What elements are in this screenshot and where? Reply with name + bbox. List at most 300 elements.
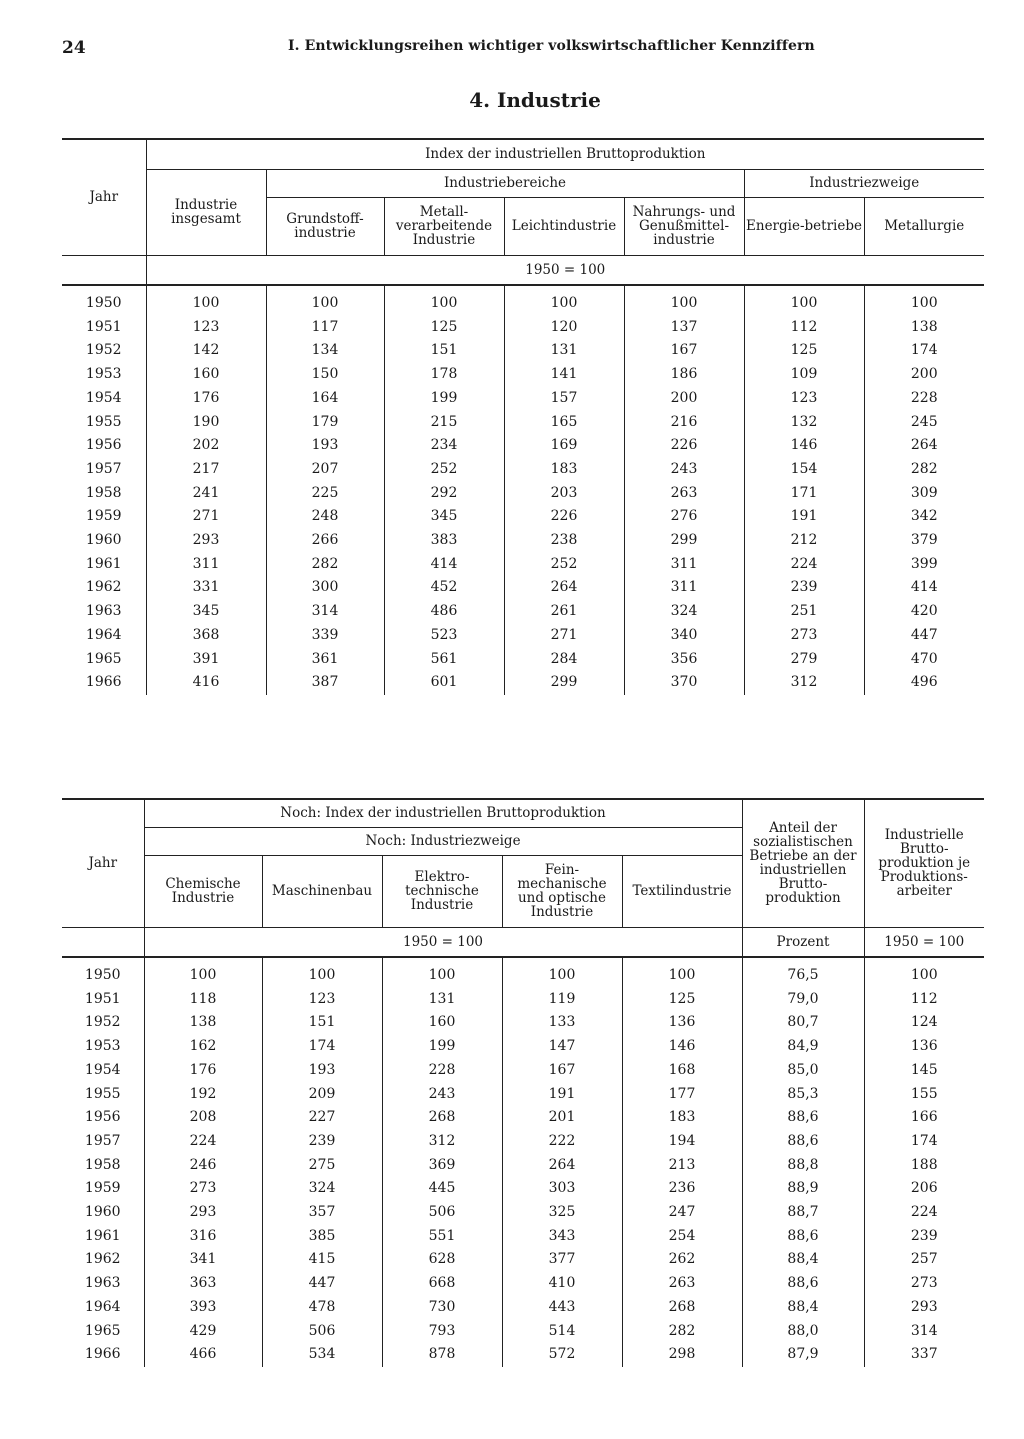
table-row [62, 1272, 984, 1296]
year-cell: 1961 [84, 1227, 121, 1244]
value-cell: 88,6 [742, 1106, 864, 1130]
value-cell: 200 [864, 363, 984, 387]
value-cell: 179 [266, 411, 384, 435]
value-cell: 534 [262, 1343, 382, 1367]
value-cell: 361 [266, 648, 384, 672]
value-cell: 377 [502, 1248, 622, 1272]
metallurgy-header: Metallurgie [864, 197, 984, 255]
value-cell: 251 [744, 600, 864, 624]
unit-label-index-2: 1950 = 100 [864, 927, 984, 957]
value-cell: 238 [504, 529, 624, 553]
value-cell: 155 [864, 1083, 984, 1107]
year-cell: 1957 [85, 460, 122, 477]
value-cell: 399 [864, 553, 984, 577]
year-cell: 1964 [85, 626, 122, 643]
value-cell: 100 [146, 285, 266, 316]
value-cell: 572 [502, 1343, 622, 1367]
value-cell: 316 [144, 1225, 262, 1249]
table-row [62, 1177, 984, 1201]
unit-label: 1950 = 100 [146, 255, 984, 285]
table-row [62, 1225, 984, 1249]
value-cell: 157 [504, 387, 624, 411]
value-cell: 131 [504, 339, 624, 363]
value-cell: 142 [146, 339, 266, 363]
value-cell: 303 [502, 1177, 622, 1201]
value-cell: 252 [504, 553, 624, 577]
year-cell: 1961 [85, 555, 122, 572]
year-cell: 1955 [85, 413, 122, 430]
value-cell: 271 [146, 505, 266, 529]
value-cell: 88,0 [742, 1320, 864, 1344]
value-cell: 293 [864, 1296, 984, 1320]
value-cell: 190 [146, 411, 266, 435]
value-cell: 275 [262, 1154, 382, 1178]
value-cell: 137 [624, 316, 744, 340]
table-row [62, 1296, 984, 1320]
precision-optics-header: Fein-mechanische und optische Industrie [502, 855, 622, 927]
value-cell: 134 [266, 339, 384, 363]
value-cell: 194 [622, 1130, 742, 1154]
value-cell: 506 [262, 1320, 382, 1344]
value-cell: 87,9 [742, 1343, 864, 1367]
year-cell: 1955 [84, 1085, 121, 1102]
table-row [62, 411, 984, 435]
value-cell: 248 [266, 505, 384, 529]
value-cell: 145 [864, 1059, 984, 1083]
year-column-header: Jahr [62, 139, 146, 255]
value-cell: 100 [144, 957, 262, 988]
year-cell: 1962 [85, 579, 122, 596]
value-cell: 167 [624, 339, 744, 363]
value-cell: 88,4 [742, 1296, 864, 1320]
year-cell: 1966 [84, 1346, 121, 1363]
value-cell: 117 [266, 316, 384, 340]
table-row [62, 387, 984, 411]
value-cell: 100 [382, 957, 502, 988]
value-cell: 100 [864, 285, 984, 316]
value-cell: 628 [382, 1248, 502, 1272]
year-cell: 1965 [84, 1322, 121, 1339]
value-cell: 169 [504, 434, 624, 458]
value-cell: 151 [262, 1011, 382, 1035]
value-cell: 100 [266, 285, 384, 316]
value-cell: 414 [864, 576, 984, 600]
value-cell: 123 [146, 316, 266, 340]
value-cell: 342 [864, 505, 984, 529]
value-cell: 125 [622, 988, 742, 1012]
value-cell: 216 [624, 411, 744, 435]
value-cell: 178 [384, 363, 504, 387]
table-row [62, 1083, 984, 1107]
table-row [62, 648, 984, 672]
table-row [62, 553, 984, 577]
value-cell: 138 [144, 1011, 262, 1035]
table-row [62, 285, 984, 316]
value-cell: 167 [502, 1059, 622, 1083]
value-cell: 486 [384, 600, 504, 624]
value-cell: 199 [382, 1035, 502, 1059]
value-cell: 324 [624, 600, 744, 624]
value-cell: 123 [262, 988, 382, 1012]
year-cell: 1956 [84, 1109, 121, 1126]
year-cell: 1951 [84, 990, 121, 1007]
value-cell: 225 [266, 482, 384, 506]
value-cell: 88,6 [742, 1272, 864, 1296]
value-cell: 299 [624, 529, 744, 553]
value-cell: 506 [382, 1201, 502, 1225]
value-cell: 252 [384, 458, 504, 482]
table-row [62, 1320, 984, 1344]
table-row [62, 505, 984, 529]
industry-index-table [62, 138, 984, 695]
value-cell: 168 [622, 1059, 742, 1083]
gross-production-index-header: Noch: Index der industriellen Bruttoproduktion [144, 799, 742, 827]
value-cell: 311 [624, 576, 744, 600]
value-cell: 241 [146, 482, 266, 506]
value-cell: 207 [266, 458, 384, 482]
value-cell: 160 [146, 363, 266, 387]
value-cell: 227 [262, 1106, 382, 1130]
value-cell: 245 [864, 411, 984, 435]
value-cell: 138 [864, 316, 984, 340]
value-cell: 171 [744, 482, 864, 506]
value-cell: 228 [382, 1059, 502, 1083]
page-number: 24 [62, 38, 86, 58]
table-row [62, 671, 984, 695]
value-cell: 224 [744, 553, 864, 577]
value-cell: 226 [624, 434, 744, 458]
value-cell: 298 [622, 1343, 742, 1367]
value-cell: 470 [864, 648, 984, 672]
value-cell: 293 [146, 529, 266, 553]
value-cell: 246 [144, 1154, 262, 1178]
value-cell: 478 [262, 1296, 382, 1320]
value-cell: 668 [382, 1272, 502, 1296]
table-row [62, 1106, 984, 1130]
value-cell: 125 [744, 339, 864, 363]
value-cell: 112 [744, 316, 864, 340]
value-cell: 208 [144, 1106, 262, 1130]
value-cell: 212 [744, 529, 864, 553]
value-cell: 393 [144, 1296, 262, 1320]
value-cell: 243 [382, 1083, 502, 1107]
value-cell: 601 [384, 671, 504, 695]
value-cell: 357 [262, 1201, 382, 1225]
value-cell: 263 [622, 1272, 742, 1296]
value-cell: 415 [262, 1248, 382, 1272]
value-cell: 192 [144, 1083, 262, 1107]
machine-building-header: Maschinenbau [262, 855, 382, 927]
value-cell: 112 [864, 988, 984, 1012]
value-cell: 314 [266, 600, 384, 624]
value-cell: 385 [262, 1225, 382, 1249]
value-cell: 793 [382, 1320, 502, 1344]
table-row [62, 988, 984, 1012]
value-cell: 164 [266, 387, 384, 411]
value-cell: 410 [502, 1272, 622, 1296]
value-cell: 429 [144, 1320, 262, 1344]
value-cell: 268 [382, 1106, 502, 1130]
table-row [62, 316, 984, 340]
industry-index-table-continued [62, 798, 984, 1367]
value-cell: 262 [622, 1248, 742, 1272]
value-cell: 561 [384, 648, 504, 672]
value-cell: 264 [504, 576, 624, 600]
industry-areas-header: Industriebereiche [266, 169, 744, 197]
year-cell: 1952 [84, 1014, 121, 1031]
section-title-text: 4. Industrie [469, 88, 601, 112]
table-row [62, 339, 984, 363]
value-cell: 276 [624, 505, 744, 529]
value-cell: 136 [864, 1035, 984, 1059]
table-row [62, 434, 984, 458]
food-industry-header: Nahrungs- und Genußmittel-industrie [624, 197, 744, 255]
industry-branches-header: Noch: Industriezweige [144, 827, 742, 855]
table-row [62, 529, 984, 553]
value-cell: 206 [864, 1177, 984, 1201]
value-cell: 186 [624, 363, 744, 387]
basic-industry-header: Grundstoff-industrie [266, 197, 384, 255]
table-row [62, 1035, 984, 1059]
year-cell: 1959 [85, 508, 122, 525]
table-row [62, 576, 984, 600]
value-cell: 176 [146, 387, 266, 411]
value-cell: 100 [624, 285, 744, 316]
table-row [62, 1011, 984, 1035]
value-cell: 118 [144, 988, 262, 1012]
value-cell: 100 [504, 285, 624, 316]
value-cell: 257 [864, 1248, 984, 1272]
value-cell: 324 [262, 1177, 382, 1201]
unit-spacer [62, 255, 146, 285]
table-row [62, 1130, 984, 1154]
value-cell: 131 [382, 988, 502, 1012]
value-cell: 264 [502, 1154, 622, 1178]
value-cell: 339 [266, 624, 384, 648]
value-cell: 496 [864, 671, 984, 695]
running-header: I. Entwicklungsreihen wichtiger volkswirtschaftlicher Kennziffern [288, 38, 815, 54]
unit-label-percent: Prozent [742, 927, 864, 957]
value-cell: 247 [622, 1201, 742, 1225]
value-cell: 174 [864, 1130, 984, 1154]
value-cell: 141 [504, 363, 624, 387]
value-cell: 243 [624, 458, 744, 482]
value-cell: 132 [744, 411, 864, 435]
value-cell: 345 [384, 505, 504, 529]
value-cell: 311 [146, 553, 266, 577]
value-cell: 146 [744, 434, 864, 458]
value-cell: 420 [864, 600, 984, 624]
table-row [62, 1154, 984, 1178]
value-cell: 147 [502, 1035, 622, 1059]
value-cell: 224 [144, 1130, 262, 1154]
value-cell: 273 [864, 1272, 984, 1296]
value-cell: 383 [384, 529, 504, 553]
value-cell: 222 [502, 1130, 622, 1154]
value-cell: 124 [864, 1011, 984, 1035]
value-cell: 341 [144, 1248, 262, 1272]
value-cell: 343 [502, 1225, 622, 1249]
value-cell: 88,7 [742, 1201, 864, 1225]
value-cell: 445 [382, 1177, 502, 1201]
value-cell: 165 [504, 411, 624, 435]
value-cell: 292 [384, 482, 504, 506]
value-cell: 345 [146, 600, 266, 624]
value-cell: 88,6 [742, 1225, 864, 1249]
value-cell: 370 [624, 671, 744, 695]
value-cell: 191 [502, 1083, 622, 1107]
value-cell: 100 [384, 285, 504, 316]
value-cell: 226 [504, 505, 624, 529]
value-cell: 188 [864, 1154, 984, 1178]
industry-branches-header: Industriezweige [744, 169, 984, 197]
table-row [62, 1248, 984, 1272]
value-cell: 80,7 [742, 1011, 864, 1035]
value-cell: 523 [384, 624, 504, 648]
value-cell: 331 [146, 576, 266, 600]
value-cell: 299 [504, 671, 624, 695]
value-cell: 356 [624, 648, 744, 672]
year-cell: 1958 [85, 484, 122, 501]
value-cell: 447 [864, 624, 984, 648]
value-cell: 217 [146, 458, 266, 482]
year-cell: 1966 [85, 674, 122, 691]
year-cell: 1958 [84, 1156, 121, 1173]
value-cell: 162 [144, 1035, 262, 1059]
value-cell: 234 [384, 434, 504, 458]
value-cell: 325 [502, 1201, 622, 1225]
value-cell: 282 [864, 458, 984, 482]
value-cell: 213 [622, 1154, 742, 1178]
value-cell: 154 [744, 458, 864, 482]
value-cell: 160 [382, 1011, 502, 1035]
value-cell: 282 [622, 1320, 742, 1344]
value-cell: 314 [864, 1320, 984, 1344]
value-cell: 284 [504, 648, 624, 672]
value-cell: 202 [146, 434, 266, 458]
table-row [62, 1059, 984, 1083]
value-cell: 239 [744, 576, 864, 600]
value-cell: 379 [864, 529, 984, 553]
value-cell: 183 [622, 1106, 742, 1130]
value-cell: 215 [384, 411, 504, 435]
year-cell: 1962 [84, 1251, 121, 1268]
value-cell: 282 [266, 553, 384, 577]
value-cell: 443 [502, 1296, 622, 1320]
value-cell: 100 [864, 957, 984, 988]
metalworking-header: Metall-verarbeitende Industrie [384, 197, 504, 255]
electrical-industry-header: Elektro-technische Industrie [382, 855, 502, 927]
year-cell: 1950 [85, 295, 122, 311]
value-cell: 85,0 [742, 1059, 864, 1083]
value-cell: 309 [864, 482, 984, 506]
value-cell: 85,3 [742, 1083, 864, 1107]
table-body [62, 957, 984, 1367]
year-cell: 1964 [84, 1298, 121, 1315]
table-row [62, 458, 984, 482]
value-cell: 340 [624, 624, 744, 648]
table-row [62, 624, 984, 648]
value-cell: 200 [624, 387, 744, 411]
value-cell: 368 [146, 624, 266, 648]
value-cell: 88,9 [742, 1177, 864, 1201]
value-cell: 177 [622, 1083, 742, 1107]
value-cell: 88,6 [742, 1130, 864, 1154]
value-cell: 125 [384, 316, 504, 340]
value-cell: 76,5 [742, 957, 864, 988]
section-title [0, 88, 1024, 112]
year-cell: 1965 [85, 650, 122, 667]
value-cell: 100 [262, 957, 382, 988]
chemical-industry-header: Chemische Industrie [144, 855, 262, 927]
year-cell: 1956 [85, 437, 122, 454]
value-cell: 878 [382, 1343, 502, 1367]
value-cell: 264 [864, 434, 984, 458]
value-cell: 201 [502, 1106, 622, 1130]
value-cell: 100 [744, 285, 864, 316]
year-cell: 1953 [85, 366, 122, 383]
value-cell: 88,8 [742, 1154, 864, 1178]
value-cell: 146 [622, 1035, 742, 1059]
value-cell: 174 [262, 1035, 382, 1059]
value-cell: 224 [864, 1201, 984, 1225]
gross-production-index-header: Index der industriellen Bruttoproduktion [146, 139, 984, 169]
value-cell: 447 [262, 1272, 382, 1296]
value-cell: 266 [266, 529, 384, 553]
value-cell: 150 [266, 363, 384, 387]
value-cell: 88,4 [742, 1248, 864, 1272]
table-row [62, 1343, 984, 1367]
value-cell: 414 [384, 553, 504, 577]
year-cell: 1963 [85, 603, 122, 620]
value-cell: 228 [864, 387, 984, 411]
value-cell: 416 [146, 671, 266, 695]
year-cell: 1953 [84, 1038, 121, 1055]
value-cell: 312 [744, 671, 864, 695]
year-cell: 1960 [84, 1204, 121, 1221]
value-cell: 273 [144, 1177, 262, 1201]
unit-label-index: 1950 = 100 [144, 927, 742, 957]
table-row [62, 600, 984, 624]
production-per-worker-header: Industrielle Brutto-produktion je Produktions-arbeiter [864, 799, 984, 927]
value-cell: 133 [502, 1011, 622, 1035]
value-cell: 123 [744, 387, 864, 411]
value-cell: 209 [262, 1083, 382, 1107]
year-cell: 1950 [84, 967, 121, 983]
value-cell: 466 [144, 1343, 262, 1367]
value-cell: 391 [146, 648, 266, 672]
value-cell: 136 [622, 1011, 742, 1035]
value-cell: 174 [864, 339, 984, 363]
value-cell: 79,0 [742, 988, 864, 1012]
value-cell: 263 [624, 482, 744, 506]
value-cell: 120 [504, 316, 624, 340]
value-cell: 84,9 [742, 1035, 864, 1059]
value-cell: 199 [384, 387, 504, 411]
year-cell: 1963 [84, 1275, 121, 1292]
table-row [62, 363, 984, 387]
table-body [62, 285, 984, 695]
value-cell: 119 [502, 988, 622, 1012]
total-industry-header: Industrie insgesamt [146, 169, 266, 255]
value-cell: 300 [266, 576, 384, 600]
value-cell: 239 [262, 1130, 382, 1154]
value-cell: 363 [144, 1272, 262, 1296]
value-cell: 203 [504, 482, 624, 506]
light-industry-header: Leichtindustrie [504, 197, 624, 255]
year-cell: 1954 [84, 1061, 121, 1078]
value-cell: 254 [622, 1225, 742, 1249]
